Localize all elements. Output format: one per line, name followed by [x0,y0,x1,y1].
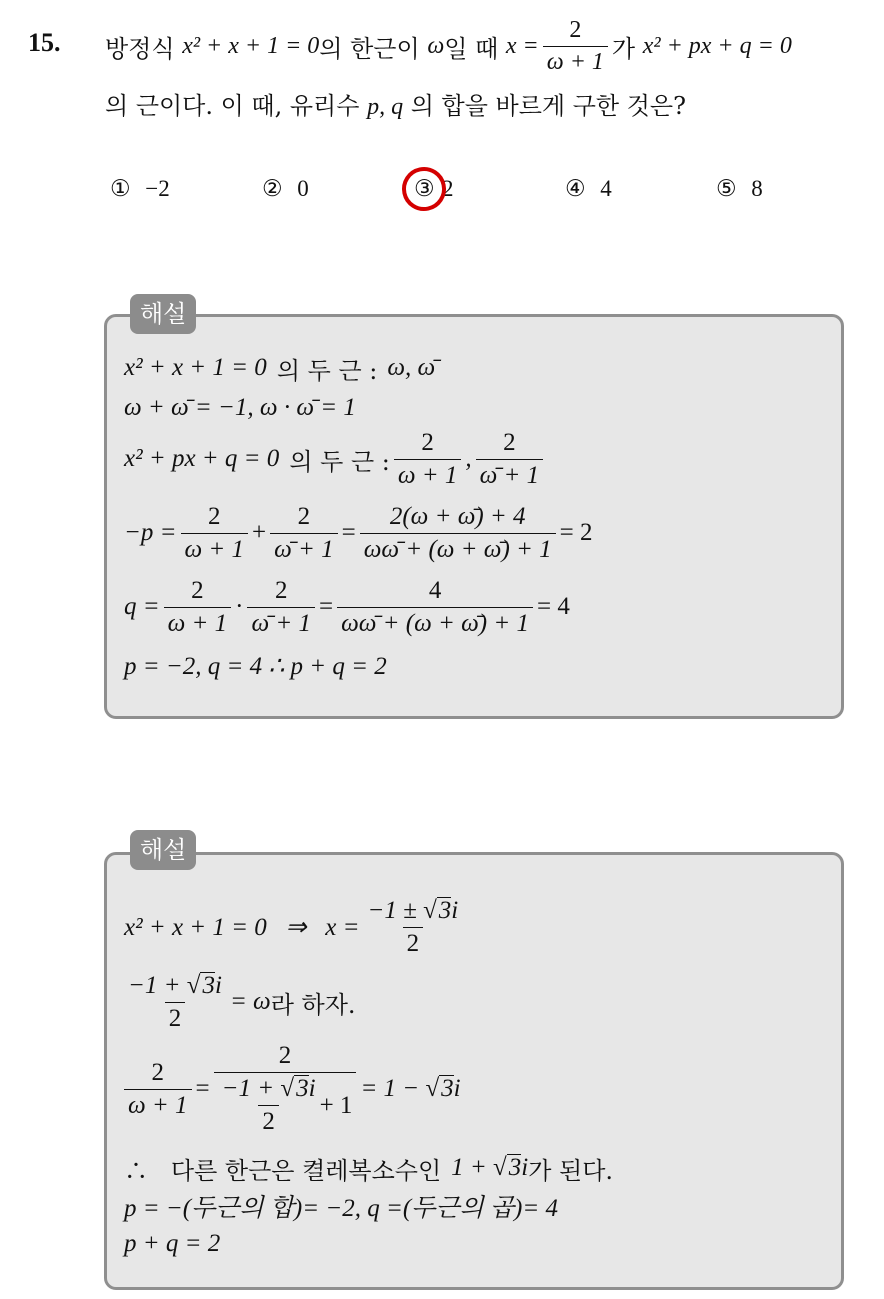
s1-line-6: p = −2, q = 4 ∴ p + q = 2 [124,653,387,680]
choice-3[interactable]: ③ 2 [414,176,454,202]
q-frac-num: 2 [569,16,582,43]
q-text-f: 의 합을 바르게 구한 것은? [410,92,686,120]
s1-line-4: −p = $\frac{2}{\omega + 1}$ + $\frac{2}{\omegā + 1}$ = $\frac{2(\omega + \omegā) + 4}{\omega\omegā + (\omega + \omegā) + 1}$ = 2 [124,502,593,563]
question-number: 15. [28,28,61,57]
q-x-eq: x = [505,32,539,59]
s2-line-2: $\frac{-1 + √3i}{2}$ = ω 라 하자. [128,971,356,1032]
solution-tag-1: 해설 [130,294,196,334]
question-line-2 [105,86,686,121]
question-line-1 [105,14,792,78]
choice-4[interactable]: ④ 4 [565,176,612,202]
choice-5[interactable]: ⑤ 8 [716,176,763,202]
solution-tag-2: 해설 [130,830,196,870]
q-equation-2: x² + px + q = 0 [642,32,792,59]
s1-line-5: q = $\frac{2}{\omega + 1}$ · $\frac{2}{\omegā + 1}$ = $\frac{4}{\omega\omegā + (\omega + \omegā) + 1}$ = 4 [124,576,570,637]
q-text-d: 가 [611,34,636,63]
q-pq: p, q [367,94,404,120]
s2-line-4: ∴ 다른 한근은 켤레복소수인 1 + √3i 가 된다. [124,1154,614,1185]
q-omega: ω [427,32,445,59]
s2-line-1: x² + x + 1 = 0 ⇒ x = $\frac{-1 \pm √3i}{2}$ [124,896,459,957]
q-text-a: 방정식 [105,34,175,63]
q-text-e: 의 근이다. 이 때, 유리수 [105,92,360,120]
s1-line-1: x² + x + 1 = 0 의 두 근 : ω, ω̄ [124,354,436,385]
q-equation-1: x² + x + 1 = 0 [182,32,320,59]
q-text-c: 일 때 [444,34,499,63]
q-frac-den: ω + 1 [543,46,608,76]
q-text-b: 의 한근이 [319,34,420,63]
s2-line-3: $\frac{2}{\omega + 1}$ = 2 $\frac{-1 + √3i}{2}$ + 1 = 1 − √3i [124,1036,461,1142]
choice-2[interactable]: ② 0 [262,176,309,202]
s1-line-3: x² + px + q = 0 의 두 근 : $\frac{2}{\omega + 1}$ , $\frac{2}{\omegā + 1}$ [124,426,547,492]
s1-line-2: ω + ω̄ = −1, ω · ω̄ = 1 [124,394,356,421]
s2-line-5: p = −(두근의 합)= −2, q =(두근의 곱)= 4 [124,1195,558,1222]
choice-1[interactable]: ① −2 [110,176,170,202]
s2-line-6: p + q = 2 [124,1230,221,1257]
q-fraction [543,17,608,76]
